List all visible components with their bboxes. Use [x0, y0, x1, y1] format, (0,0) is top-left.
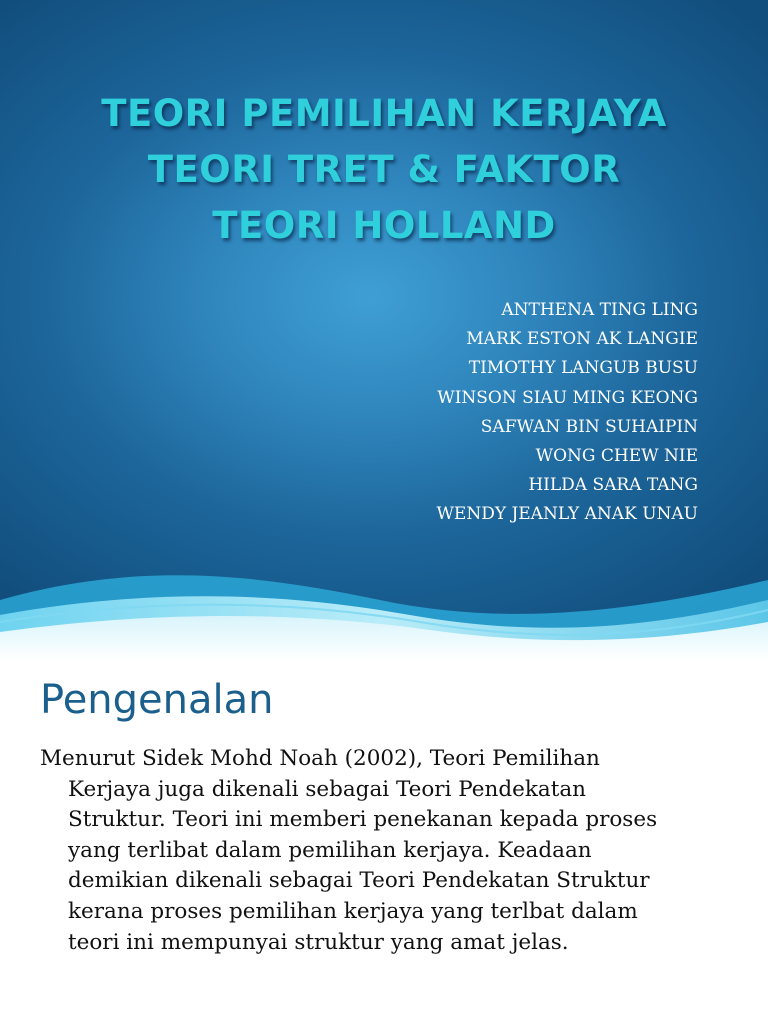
member-name: WENDY JEANLY ANAK UNAU — [436, 504, 698, 525]
member-name: ANTHENA TING LING — [501, 300, 698, 320]
body-line: Kerjaya juga dikenali sebagai Teori Pendekatan — [68, 776, 587, 802]
member-name: SAFWAN BIN SUHAIPIN — [480, 416, 698, 437]
body-line: kerana proses pemilihan kerjaya yang terlbat dalam — [68, 898, 638, 924]
member-name: WONG CHEW NIE — [535, 446, 698, 467]
body-line: Menurut Sidek Mohd Noah (2002), Teori Pemilihan — [40, 746, 600, 771]
member-name: MARK ESTON AK LANGIE — [466, 329, 698, 350]
body-paragraph — [40, 744, 730, 958]
body-line: demikian dikenali sebagai Teori Pendekatan Struktur — [68, 868, 650, 894]
slide-title — [40, 86, 728, 254]
introduction-slide — [0, 660, 768, 1024]
title-line: TEORI HOLLAND — [212, 204, 556, 247]
title-line: TEORI PEMILIHAN KERJAYA — [101, 92, 667, 135]
body-line: teori ini mempunyai struktur yang amat jelas. — [68, 929, 569, 955]
title-line: TEORI TRET & FAKTOR — [147, 148, 621, 191]
body-line: Struktur. Teori ini memberi penekanan kepada proses — [68, 807, 658, 833]
member-name: TIMOTHY LANGUB BUSU — [468, 358, 698, 379]
slide-heading: Pengenalan — [40, 677, 274, 723]
member-list — [436, 296, 698, 530]
member-name: HILDA SARA TANG — [528, 475, 698, 496]
member-name: WINSON SIAU MING KEONG — [437, 387, 698, 408]
body-line: yang terlibat dalam pemilihan kerjaya. Keadaan — [68, 837, 592, 863]
